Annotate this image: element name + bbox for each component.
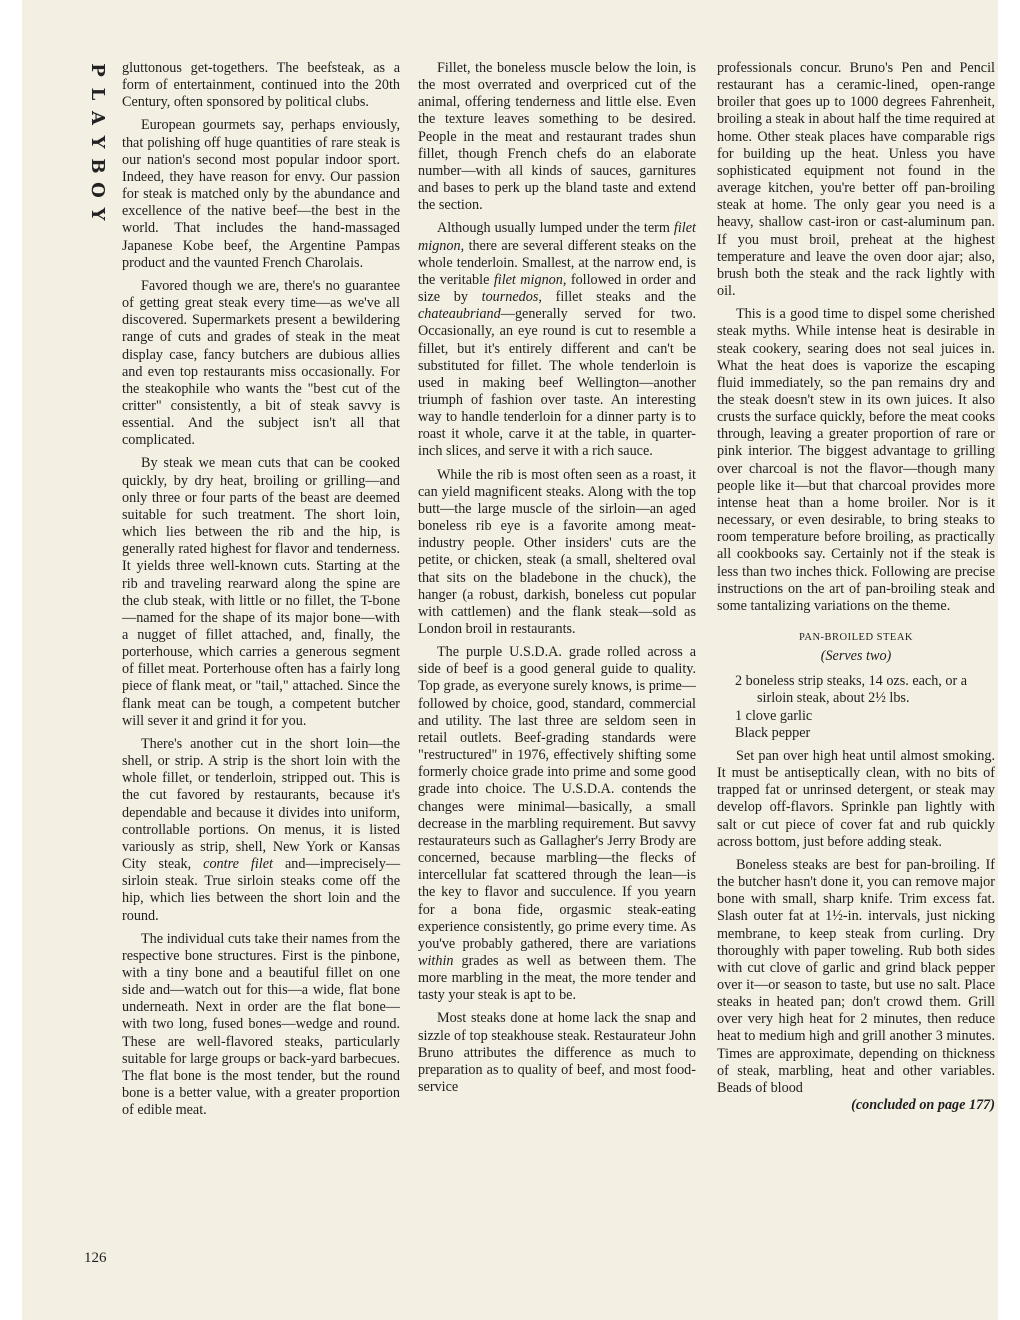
recipe-title: PAN-BROILED STEAK xyxy=(799,632,913,643)
paragraph: Favored though we are, there's no guarantee of getting great steak every time—as we've all discovered. Supermarkets present a bewildering range of cuts and grades of steak in the meat display case, fancy butchers are dubious allies and even top restaurants miss occasionally. For the steakophile who wants the "best cut of the critter" consistently, a bit of steak savvy is essential. And the subject isn't all that complicated. xyxy=(122,277,400,449)
recipe-servings: (Serves two) xyxy=(820,648,892,665)
text-run: , there are several different steaks on the whole tenderloin. Smallest, at the narrow end, is the veritable xyxy=(418,237,696,288)
italic-term: filet mignon xyxy=(418,220,696,254)
paragraph: Boneless steaks are best for pan-broiling. If the butcher hasn't done it, you can remove major bone with small, sharp knife. Trim excess fat. Slash outer fat at 1½-in. intervals, just nicking membrane, to keep steak from curling. Dry thoroughly with paper toweling. Rub both sides with cut clove of garlic and grind black pepper over it—or season to taste, but use no salt. Place steaks in heated pan; don't crowd them. Grill over very high heat for 2 minutes, then reduce heat to medium high and grill another 3 minutes. Times are approximate, depending on thickness of steak, marbling, heat and other variables. Beads of blood xyxy=(717,856,995,1096)
paragraph: By steak we mean cuts that can be cooked quickly, by dry heat, broiling or grilling—and only three or four parts of the beast are deemed suitable for such treatment. The short loin, which lies between the rib and the hip, is generally rated highest for flavor and tenderness. It yields three well-known cuts. Starting at the rib and traveling rearward along the spine are the club steak, with little or no fillet, the T-bone—named for the shape of its major bone—with a nugget of fillet attached, and, finally, the porterhouse, which carries a generous segment of fillet meat. Porterhouse often has a fairly long piece of flank meat, or "tail," attached. Since the flank meat can be tough, a competent butcher will sever it and grind it for you. xyxy=(122,455,400,729)
paragraph: professionals concur. Bruno's Pen and Pencil restaurant has a ceramic-lined, open-range broiler that goes up to 1000 degrees Fahrenheit, broiling a steak in about half the time required at home. Other steak places have comparable rigs for building up the heat. Unless you have sophisticated equipment not found in the average kitchen, you're better off pan-broiling steak at home. The only gear you need is a heavy, shallow cast-iron or cast-aluminum pan. If you must broil, preheat at the highest temperature and leave the oven door ajar; also, brush both the steak and the rack lightly with oil. xyxy=(717,60,995,300)
paragraph: gluttonous get-togethers. The beefsteak, as a form of entertainment, continued into the 20th Century, often sponsored by political clubs. xyxy=(122,60,400,111)
text-run: Although usually lumped under the term xyxy=(437,220,674,237)
italic-term: within xyxy=(418,952,454,969)
ingredient-list xyxy=(717,673,995,742)
text-run: , fillet steaks and the xyxy=(538,289,696,306)
text-column-3 xyxy=(717,60,995,1114)
text-run: There's another cut in the short loin—the shell, or strip. A strip is the short loin with the whole fillet, or tenderloin, stripped out. This is the cut favored by restaurants, because it's dependable and because it divides into uniform, controllable portions. On menus, it is listed variously as strip, shell, New York or Kansas City steak, xyxy=(122,735,400,873)
paragraph xyxy=(418,220,696,460)
text-run: and—imprecisely—sirloin steak. True sirloin steaks come off the hip, which lies between the short loin and the round. xyxy=(122,856,401,924)
paragraph: European gourmets say, perhaps enviously, that polishing off huge quantities of rare steak is our nation's second most popular indoor sport. Indeed, they have reason for envy. Our passion for steak is matched only by the abundance and excellence of the native beef—the best in the world. That includes the hand-massaged Japanese Kobe beef, the Argentine Pampas product and the vaunted French Charolais. xyxy=(122,117,400,271)
text-run: , followed in order and size by xyxy=(418,271,696,306)
text-run: —generally served for two. Occasionally, an eye round is cut to resemble a fillet, but it's entirely different and can't be substituted for fillet. The whole tenderloin is used in making beef Wellington—another triumph of fashion over taste. An interesting way to handle tenderloin for a dinner party is to roast it whole, carve it at the table, in quarter-inch slices, and serve it with a rich sauce. xyxy=(418,306,696,460)
folio-letter: Y xyxy=(87,207,108,221)
paragraph xyxy=(418,644,696,1004)
text-column-2 xyxy=(418,60,696,1096)
folio-letter: O xyxy=(87,182,108,198)
folio-letter: A xyxy=(87,111,108,125)
italic-term: tournedos xyxy=(481,289,539,306)
paragraph xyxy=(122,736,400,925)
italic-term: contre filet xyxy=(203,856,273,873)
folio-letter: L xyxy=(87,87,108,101)
paragraph: Fillet, the boneless muscle below the loin, is the most overrated and overpriced cut of the animal, offering tenderness and little else. Even the texture leaves something to be desired. People in the meat and restaurant trades shun fillet, though French chefs do an elaborate number—with all kinds of sauces, garnitures and bases to perk up the bland taste and extend the section. xyxy=(418,60,696,214)
paragraph: While the rib is most often seen as a roast, it can yield magnificent steaks. Along with the top butt—the large muscle of the sirloin—an aged boneless rib eye is a favorite among meat-industry people. Other insiders' cuts are the petite, or chicken, steak (a small, sheltered oval that sits on the bladebone in the chuck), the hanger (a robust, darkish, boneless cut popular with cattlemen) and the flank steak—sold as London broil in restaurants. xyxy=(418,466,696,637)
ingredient-item: 2 boneless strip steaks, 14 ozs. each, or a sirloin steak, about 2½ lbs. xyxy=(735,673,968,707)
page-number: 126 xyxy=(84,1250,107,1266)
paragraph: This is a good time to dispel some cherished steak myths. While intense heat is desirable in steak cookery, searing does not seal juices in. What the heat does is vaporize the escaping fluid immediately, so the pan remains dry and the steak doesn't stew in its own juices. It also crusts the surface quickly, before the meat cooks through, leaving a greater proportion of rare or pink interior. The biggest advantage to grilling over charcoal is not the flavor—though many people like it—but that charcoal provides more intense heat than a home broiler. Nor is it necessary, or even desirable, to bring steaks to room temperature before broiling, as practically all cookbooks say. Certainly not if the steak is less than two inches thick. Following are precise instructions on the art of pan-broiling steak and some tantalizing variations on the theme. xyxy=(717,306,995,614)
folio-letter: B xyxy=(87,158,108,174)
italic-term: chateaubriand xyxy=(418,306,501,323)
text-run: grades as well as between them. The more marbling in the meat, the more tender and tasty your steak is apt to be. xyxy=(418,952,696,1004)
text-run: The purple U.S.D.A. grade rolled across a side of beef is a good general guide to quality. Top grade, as everyone surely knows, is prime—followed by choice, good, standard, commercial and utility. The last three are seldom seen in retail outlets. Beef-grading standards were "restructured" in 1976, effectively shifting some formerly choice grade into prime and some good grade into choice. The U.S.D.A. contends the changes were minimal—basically, a small decrease in the marbling requirement. But savvy restaurateurs such as Gallagher's Jerry Brody are concerned, because marbling—the flecks of intercellular fat scattered through the lean—is the key to flavor and succulence. If you yearn for a bona fide, orgasmic steak-eating experience consistently, go prime every time. As you've probably gathered, there are variations xyxy=(418,644,696,952)
ingredient-item: 1 clove garlic xyxy=(735,707,813,724)
paragraph: Most steaks done at home lack the snap and sizzle of top steakhouse steak. Restaurateur John Bruno attributes the difference as much to preparation as to quality of beef, and most food-service xyxy=(418,1010,696,1096)
ingredient-item: Black pepper xyxy=(735,724,811,741)
folio-letter: Y xyxy=(87,135,108,149)
folio-letter: P xyxy=(87,63,108,77)
continued-note: (concluded on page 177) xyxy=(851,1097,995,1114)
paragraph: Set pan over high heat until almost smoking. It must be antiseptically clean, with no bits of trapped fat or unrinsed detergent, or steak may develop off-flavors. Sprinkle pan lightly with salt or cut piece of cover fat and rub quickly across bottom, just before adding steak. xyxy=(717,747,995,850)
magazine-folio xyxy=(80,58,108,318)
paragraph: The individual cuts take their names from the respective bone structures. First is the pinbone, with a tiny bone and a beautiful fillet on one side and—watch out for this—a wide, flat bone underneath. Next in order are the flat bone—with two long, fused bones—wedge and round. These are well-flavored steaks, particularly suitable for large groups or back-yard barbecues. The flat bone is the most tender, but the round bone is a better value, with a greater proportion of edible meat. xyxy=(122,930,400,1119)
magazine-page xyxy=(22,0,998,1320)
text-column-1 xyxy=(122,60,400,1119)
italic-term: filet mignon xyxy=(493,271,563,288)
